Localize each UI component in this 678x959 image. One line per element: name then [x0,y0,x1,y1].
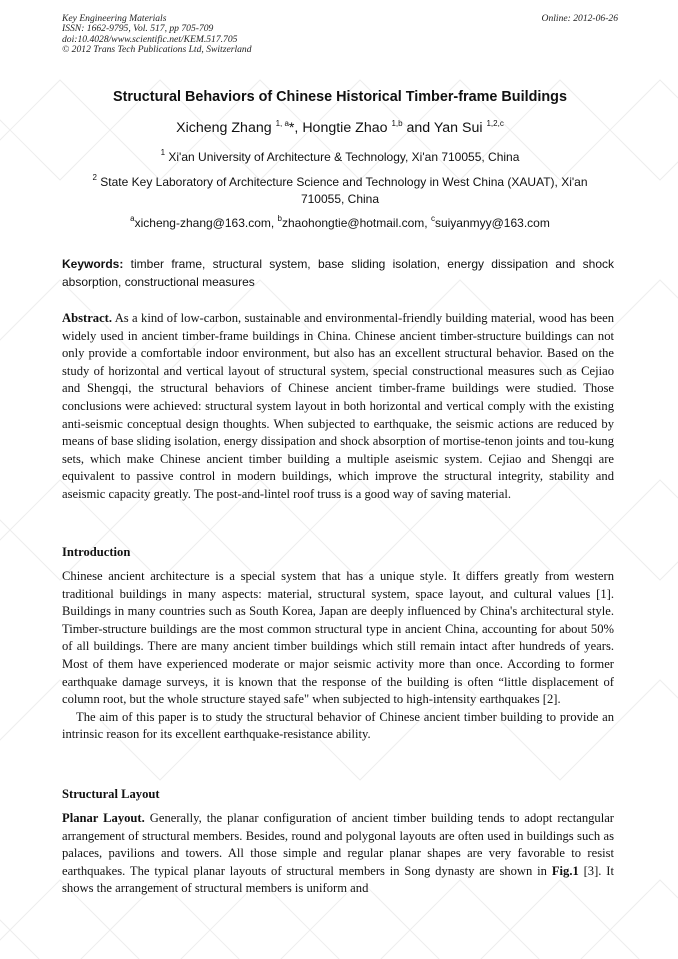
affiliation-1 [62,149,618,166]
abstract [62,310,614,504]
affiliation-text-line-2: 710055, China [300,192,380,206]
author-affiliation-mark: 1,2,c [486,119,504,128]
author-separator: and [402,120,434,136]
abstract-label: Abstract. [62,311,113,325]
email-mark: a [130,214,135,223]
introduction-paragraph-1: Chinese ancient architecture is a special system that has a unique style. It differs greatly from western traditional buildings in many aspects: material, structural system, space layout, and cultural values [1]. Buildings in many countries such as South Korea, Japan are deeply influenced by China's architectural style. Timber-structure buildings are the most common structural type in ancient China, accounting for about 50% of all buildings. There are many ancient timber buildings which still remain intact after hundreds of years. Most of them have experienced moderate or major seismic activity more than once. According to former earthquake damage surveys, it is known that the response of the building is often “little displacement of column root, but the whole structure stayed safe" when subjected to high-intensity earthquakes [2]. [62,569,614,707]
issn-line: ISSN: 1662-9795, Vol. 517, pp 705-709 [62,23,214,35]
email-mark: c [430,214,435,223]
introduction-paragraph-2: The aim of this paper is to study the structural behavior of Chinese ancient timber building to provide an intrinsic reason for its excellent earthquake-resistance ability. [62,709,614,742]
doi-line: doi:10.4028/www.scientific.net/KEM.517.705 [62,33,238,45]
copyright-line: © 2012 Trans Tech Publications Ltd, Switzerland [62,44,252,56]
introduction-body [62,568,614,744]
abstract-text: As a kind of low-carbon, sustainable and environmental-friendly building material, wood has been widely used in ancient timber-frame buildings in China. Chinese ancient timber-structure buildings can not only provide a comfortable indoor environment, but also has an excellent structural behavior. Based on the study of horizontal and vertical layout of structural system, special constructional measures such as Cejiao and Shengqi, the structural behaviors of Chinese ancient timber-frame buildings were studied. Those conclusions were achieved: structural system layout in both horizontal and vertical comply with the existing anti-seismic conceptual design thoughts. When subjected to earthquake, the seismic actions are reduced by means of base sliding isolation, energy dissipation and shock absorption of mortise-tenon joints and tou-kung sets, which make Chinese ancient timber building a multiple aseismic system. Cejiao and Shengqi are equivalent to passive control in modern buildings, which improve the structural integrity, stability and aseismic capacity greatly. The post-and-lintel roof truss is a good way of saving material. [62,311,614,501]
paper-title: Structural Behaviors of Chinese Historical Timber-frame Buildings [113,89,567,105]
email-b[interactable]: zhaohongtie@hotmail.com, [282,216,431,230]
affiliation-mark: 2 [92,173,97,182]
author-name: Yan Sui [433,120,487,136]
planar-layout-paragraph [62,810,614,898]
planar-layout-label: Planar Layout. [62,811,145,825]
keywords-label: Keywords: [62,257,124,271]
email-list [62,216,618,230]
affiliation-text: Xi'an University of Architecture & Technology, Xi'an 710055, China [165,150,520,164]
author-name: Xicheng Zhang [176,120,276,136]
affiliation-text: State Key Laboratory of Architecture Science and Technology in West China (XAUAT), Xi'an [96,175,588,189]
journal-name: Key Engineering Materials [62,13,167,24]
author-affiliation-mark: 1,b [391,119,403,128]
author-name: Hongtie Zhao [302,120,392,136]
affiliation-mark: 1 [160,148,166,157]
author-separator: *, [288,120,303,136]
affiliation-2 [62,174,618,208]
email-a[interactable]: xicheng-zhang@163.com, [134,216,278,230]
email-mark: b [277,214,282,223]
introduction-heading: Introduction [62,545,131,559]
structural-layout-heading: Structural Layout [62,787,160,801]
journal-header [62,14,618,56]
online-date: Online: 2012-06-26 [541,13,618,24]
keywords-text: timber frame, structural system, base sliding isolation, energy dissipation and shock absorption, constructional measures [62,257,614,289]
planar-layout-text: Generally, the planar configuration of ancient timber building tends to adopt rectangular arrangement of structural members. Besides, round and polygonal layouts are often used in buildings such as palaces, pavilions and towers. All those simple and regular planar shapes are very favorable to resist earthquakes. The typical planar layouts of structural members in Song dynasty are shown in [62,811,614,878]
planar-layout-text-continued: [3]. It shows the arrangement of structural members is uniform and [62,863,614,896]
author-list [62,120,618,136]
email-c[interactable]: suiyanmyy@163.com [434,216,550,230]
figure-reference[interactable]: Fig.1 [551,863,579,878]
author-affiliation-mark: 1, a [275,119,289,128]
keywords [62,256,614,291]
